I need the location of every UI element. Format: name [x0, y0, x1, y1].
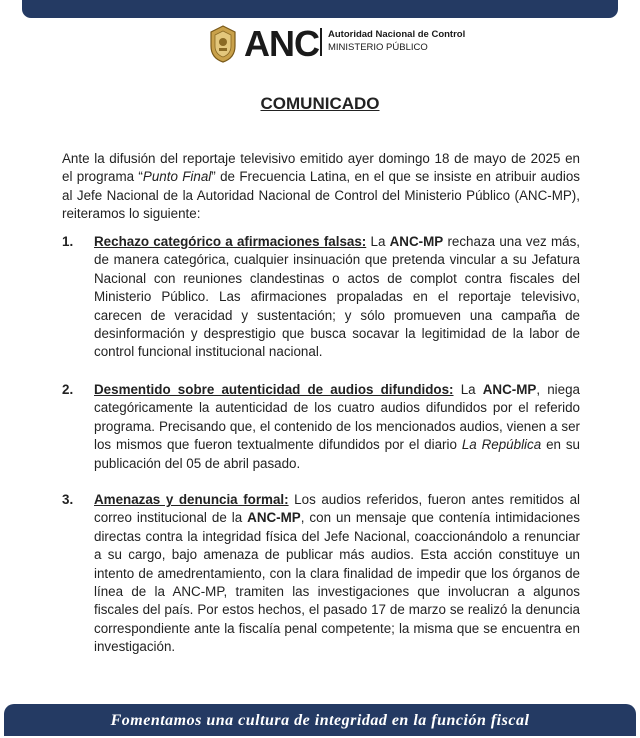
list-item-3	[62, 491, 580, 657]
item-number: 3.	[62, 492, 74, 507]
organization-name	[320, 28, 465, 56]
item-heading: Rechazo categórico a afirmaciones falsas:	[94, 234, 367, 249]
item-body	[94, 233, 580, 362]
entity-name: ANC-MP	[482, 382, 537, 397]
item-body	[94, 491, 580, 657]
item-text-a: Los audios referidos, fueron antes remitidos al correo institucional de la	[94, 492, 580, 526]
item-body	[94, 381, 580, 473]
entity-name: ANC-MP	[389, 234, 444, 249]
item-text-b: , con un mensaje que contenía intimidaciones directas contra la integridad física del Jefe Nacional, coaccionándolo a renunciar a su cargo, bajo amenaza de publicar más audios. Esta acción constituye un intento de amedrentamiento, con la clara finalidad de impedir que los órganos de línea de la ANC-MP, tramiten las investigaciones que involucran a algunos fiscales del país. Por estos hechos, el pasado 17 de marzo se realizó la denuncia correspondiente ante la fiscalía penal competente; la misma que se encuentra en investigación.	[94, 510, 581, 655]
organization-line-2: MINISTERIO PÚBLICO	[328, 42, 428, 53]
item-heading: Amenazas y denuncia formal:	[94, 492, 289, 507]
intro-paragraph	[62, 150, 580, 224]
item-text-c: en su publicación del 05 de abril pasado.	[94, 437, 580, 471]
seal-icon	[208, 24, 238, 64]
logo-acronym: ANC	[244, 23, 319, 64]
list-item-2	[62, 381, 580, 473]
newspaper-name: La República	[461, 437, 542, 453]
item-heading: Desmentido sobre autenticidad de audios difundidos:	[94, 382, 454, 397]
item-text-b: rechaza una vez más, de manera categórica, cualquier insinuación que pretenda vincular a su Jefatura Nacional con reuniones clandestinas o actos de complot contra fiscales del Ministerio Público. Las afirmaciones propaladas en el reportaje televisivo, carecen de veracidad y sustentación; y sólo promueven una campaña de desinformación y desprestigio que busca socavar la legitimidad de la labor de control funcional institucional nacional.	[94, 234, 581, 360]
letterhead	[0, 22, 640, 78]
intro-text-b: ” de Frecuencia Latina, en el que se insiste en atribuir audios al Jefe Nacional de la Autoridad Nacional de Control del Ministerio Público (ANC-MP), reiteramos lo siguiente:	[62, 169, 580, 222]
top-banner-bar	[22, 0, 618, 18]
item-text-a: La	[366, 234, 390, 249]
organization-line-1: Autoridad Nacional de Control	[328, 29, 466, 40]
footer-slogan: Fomentamos una cultura de integridad en la función fiscal	[110, 712, 530, 729]
entity-name: ANC-MP	[247, 510, 301, 526]
intro-text-a: Ante la difusión del reportaje televisivo emitido ayer domingo 18 de mayo de 2025 en el programa “	[62, 151, 580, 185]
item-number: 1.	[62, 234, 74, 249]
item-text-a: La	[453, 382, 483, 397]
item-text-b: , niega categóricamente la autenticidad de los cuatro audios difundidos por el referido programa. Precisando que, el contenido de los mencionados audios, vienen a ser los mismos que fueron textualmente difundidos por el diario	[94, 382, 580, 453]
list-item-1	[62, 233, 580, 362]
footer-banner	[4, 704, 636, 736]
item-number: 2.	[62, 382, 74, 397]
program-name: Punto Final	[142, 169, 212, 185]
document-title: COMUNICADO	[260, 94, 380, 113]
